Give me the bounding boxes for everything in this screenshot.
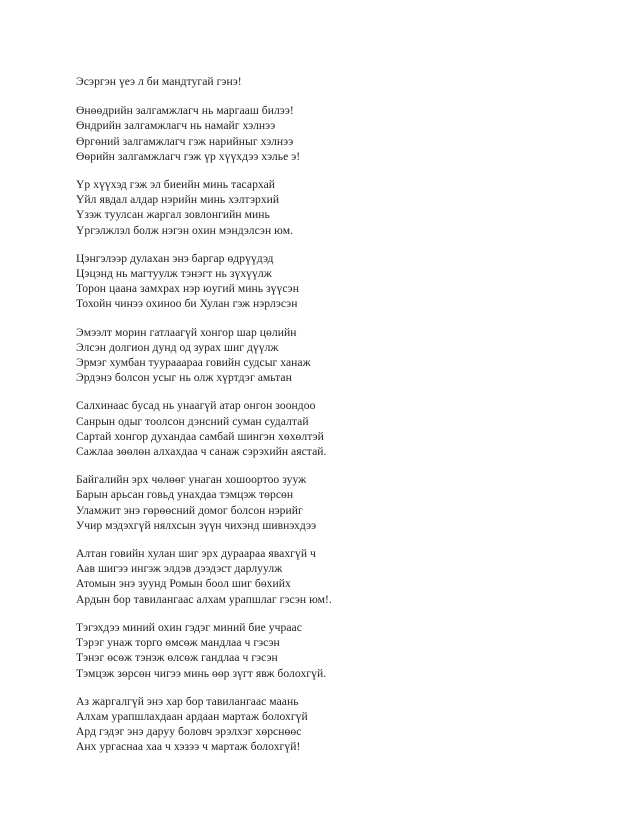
- poem-line: Үргэлжлэл болж нэгэн охин мэндэлсэн юм.: [76, 223, 294, 237]
- stanza-1: [76, 74, 616, 89]
- poem-line: Сажлаа зөөлөн алхахдаа ч санаж сэрэхийн аястай.: [76, 445, 327, 459]
- poem-line: Цэцэнд нь магтуулж тэнэгт нь зүхүүлж: [76, 267, 272, 281]
- poem-line: Үр хүүхэд гэж эл биеийн минь тасархай: [76, 178, 276, 192]
- stanza-4: [76, 251, 616, 312]
- poem-line: Эрмэг хумбан туурааараа говийн судсыг ханаж: [76, 356, 311, 370]
- stanza-6: [76, 398, 616, 459]
- stanza-8: [76, 546, 616, 607]
- poem-line: Өөрийн залгамжлагч гэж үр хүүхдээ хэлье э!: [76, 149, 301, 163]
- poem-line: Алхам урапшлахдаан ардаан мартаж болохгүй: [76, 709, 308, 723]
- poem-line: Өндрийн залгамжлагч нь намайг хэлнээ: [76, 119, 276, 133]
- poem-line: Элсэн долгион дунд од зурах шиг дүүлж: [76, 340, 279, 354]
- poem-line: Өнөөдрийн залгамжлагч нь маргааш билээ!: [76, 104, 294, 118]
- poem-line: Тэгэхдээ миний охин гэдэг миний бие учраас: [76, 620, 302, 634]
- poem-line: Салхинаас бусад нь унаагүй атар онгон зоондоо: [76, 399, 316, 413]
- poem-line: Байгалийн эрх чөлөөг унаган хошоортоо зууж: [76, 473, 307, 487]
- stanza-2: [76, 103, 616, 164]
- poem-line: Эмээлт морин гатлаагүй хонгор шар цөлийн: [76, 325, 297, 339]
- poem-line: Цэнгэлээр дулахан энэ баргар өдрүүдэд: [76, 251, 274, 265]
- poem-line: Ардын бор тавилангаас алхам урапшлаг гэсэн юм!.: [76, 592, 332, 606]
- poem-line: Атомын энэ зуунд Ромын боол шиг бөхийх: [76, 577, 291, 591]
- poem-line: Уламжит энэ гөрөөсний домог болсон нэрийг: [76, 503, 303, 517]
- poem-line: Анх ургаснаа хаа ч хэзээ ч мартаж болохгүй!: [76, 740, 301, 754]
- poem-line: Үзэж туулсан жаргал зовлонгийн минь: [76, 208, 270, 222]
- poem-line: Үйл явдал алдар нэрийн минь хэлтэрхий: [76, 193, 280, 207]
- poem-line: Барын арьсан говьд унахдаа тэмцэж төрсөн: [76, 488, 294, 502]
- poem-line: Тохойн чинээ охиноо би Хулан гэж нэрлэсэн: [76, 297, 298, 311]
- poem-line: Торон цаана замхрах нэр юугий минь зүүсэн: [76, 282, 299, 296]
- poem-line: Ард гэдэг энэ даруу боловч эрэлхэг хөрснөөс: [76, 725, 302, 739]
- poem-line: Эрдэнэ болсон усыг нь олж хүртдэг амьтан: [76, 371, 292, 385]
- stanza-9: [76, 620, 616, 681]
- poem-line: Учир мэдэхгүй нялхсын зүүн чихэнд шивнэхдээ: [76, 518, 317, 532]
- document-page: [76, 74, 616, 768]
- poem-line: Санрын одыг тоолсон дэнсний суман судалтай: [76, 414, 309, 428]
- poem-line: Аав шигээ ингэж элдэв дээдэст дарлуулж: [76, 562, 283, 576]
- poem-line: Аз жаргалгүй энэ хар бор тавилангаас маань: [76, 694, 299, 708]
- stanza-10: [76, 694, 616, 755]
- poem-line: Сартай хонгор духандаа самбай шингэн хөхөлтэй: [76, 429, 324, 443]
- stanza-3: [76, 177, 616, 238]
- poem-line: Өргөний залгамжлагч гэж нарийныг хэлнээ: [76, 134, 294, 148]
- poem-line: Тэрэг унаж торго өмсөж мандлаа ч гэсэн: [76, 636, 280, 650]
- stanza-5: [76, 325, 616, 386]
- poem-line: Тэмцэж зөрсөн чигээ минь өөр зүгт явж болохгүй.: [76, 666, 327, 680]
- poem-line: Эсэргэн үеэ л би мандтугай гэнэ!: [76, 75, 242, 88]
- poem-line: Тэнэг өсөж тэнэж өлсөж гандлаа ч гэсэн: [76, 651, 278, 665]
- poem-line: Алтан говийн хулан шиг эрх дураараа явахгүй ч: [76, 547, 316, 561]
- stanza-7: [76, 472, 616, 533]
